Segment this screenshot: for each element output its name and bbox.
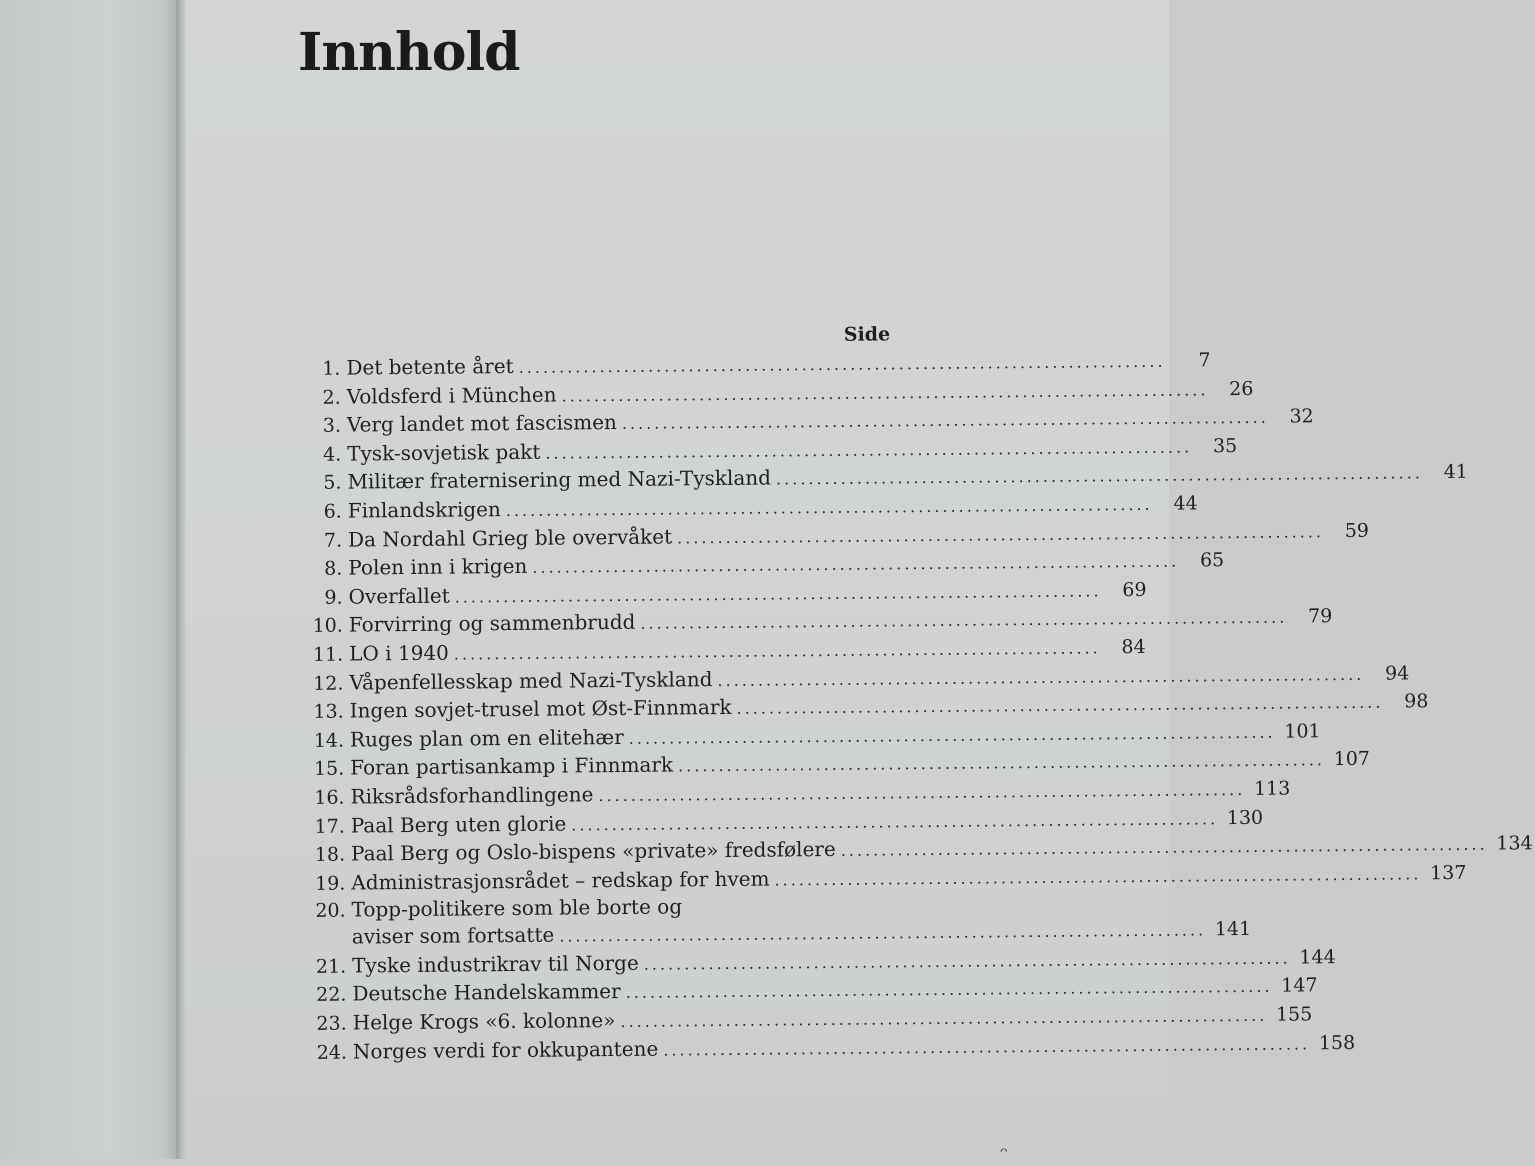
- entry-number: 22.: [308, 981, 352, 1010]
- toc-entry: [304, 548, 904, 582]
- entry-page-number: 79: [1292, 602, 1332, 631]
- dot-leader: ................................................................................: [626, 973, 1273, 1008]
- toc-entry: [308, 946, 908, 980]
- entry-title: Ingen sovjet-trusel mot Øst-Finnmark: [350, 693, 732, 725]
- entry-number: 19.: [307, 869, 351, 898]
- entry-title: Helge Krogs «6. kolonne»: [353, 1006, 616, 1037]
- entry-title: Det betente året: [346, 352, 514, 382]
- entry-page-number: 144: [1295, 943, 1335, 972]
- dot-leader: ................................................................................: [841, 831, 1488, 866]
- toc-entry: [303, 405, 903, 439]
- entry-title: Norges verdi for okkupantene: [353, 1034, 659, 1066]
- dot-leader: ................................................................................: [622, 404, 1269, 439]
- entry-title: Tysk-sovjetisk pakt: [347, 437, 540, 467]
- entry-title-continued: aviser som fortsatte: [352, 921, 555, 952]
- entry-number: 17.: [307, 812, 351, 841]
- entry-number: 21.: [308, 952, 352, 981]
- entry-title: Voldsferd i München: [347, 380, 557, 411]
- entry-title: Verg landet mot fascismen: [347, 408, 617, 439]
- entry-title: Tyske industrikrav til Norge: [352, 949, 639, 980]
- entry-title: Våpenfellesskap med Nazi-Tyskland: [349, 665, 712, 697]
- toc-entry: [308, 975, 908, 1009]
- dot-leader: ................................................................................: [506, 491, 1153, 526]
- toc-entry: [304, 520, 904, 554]
- entry-number: 3.: [303, 412, 347, 441]
- toc-entry: [305, 663, 905, 697]
- entry-title: Administrasjonsrådet – redskap for hvem: [351, 864, 769, 897]
- entry-title: Deutsche Handelskammer: [352, 977, 621, 1008]
- entry-number: 12.: [305, 669, 349, 698]
- left-page: [0, 0, 178, 1159]
- dot-leader: ................................................................................: [455, 577, 1102, 612]
- entry-page-number: 59: [1329, 516, 1369, 545]
- toc-entry: [307, 834, 907, 868]
- toc-entry: [305, 634, 905, 668]
- toc-entry: [306, 720, 906, 754]
- entry-title: Topp-politikere som ble borte og: [351, 894, 682, 923]
- entry-number: 6.: [304, 498, 348, 527]
- entry-number: 7.: [304, 526, 348, 555]
- dot-leader: ................................................................................: [736, 689, 1383, 724]
- entry-number: 8.: [304, 555, 348, 584]
- page-column-header: Side: [302, 320, 902, 354]
- dot-leader: ................................................................................: [644, 944, 1291, 979]
- entry-page-number: 35: [1197, 432, 1237, 461]
- toc-entry: [305, 606, 905, 640]
- dot-leader: ................................................................................: [571, 805, 1218, 840]
- entry-title: Foran partisankamp i Finnmark: [350, 751, 673, 783]
- entry-title: Forvirring og sammenbrudd: [349, 608, 636, 639]
- entry-number: 5.: [303, 469, 347, 498]
- dot-leader: ................................................................................: [776, 460, 1423, 495]
- entry-page-number: 141: [1211, 915, 1251, 944]
- entry-page-number: 98: [1388, 687, 1428, 716]
- entry-title: Paal Berg uten glorie: [351, 809, 567, 840]
- entry-page-number: 69: [1106, 576, 1146, 605]
- entry-page-number: 84: [1106, 633, 1146, 662]
- entry-number: 14.: [306, 726, 350, 755]
- dot-leader: ................................................................................: [629, 718, 1276, 753]
- dot-leader: ................................................................................: [717, 660, 1364, 695]
- entry-number: 24.: [309, 1038, 353, 1067]
- entry-page-number: 44: [1158, 489, 1198, 518]
- toc-entry: [309, 1003, 909, 1037]
- dot-leader: ................................................................................: [677, 518, 1324, 553]
- toc-entry-continuation: [308, 917, 908, 951]
- page-number-fragment: ᵔ: [1000, 1142, 1008, 1166]
- toc-entry: [303, 434, 903, 468]
- entry-page-number: 155: [1272, 1000, 1312, 1029]
- dot-leader: ................................................................................: [559, 917, 1206, 952]
- toc-entry: [302, 348, 902, 382]
- entry-page-number: 147: [1277, 972, 1317, 1001]
- entry-page-number: 113: [1250, 774, 1290, 803]
- entry-number: 18.: [307, 841, 351, 870]
- entry-number: 1.: [302, 355, 346, 384]
- entry-title: Militær fraternisering med Nazi-Tyskland: [347, 464, 771, 497]
- entry-page-number: 32: [1274, 402, 1314, 431]
- entry-page-number: 158: [1315, 1029, 1355, 1058]
- dot-leader: ................................................................................: [561, 376, 1208, 411]
- toc-entry: [304, 491, 904, 525]
- entry-number: 10.: [305, 612, 349, 641]
- entry-title: Riksrådsforhandlingene: [350, 780, 593, 811]
- entry-page-number: 130: [1223, 803, 1263, 832]
- entry-number: 16.: [306, 783, 350, 812]
- dot-leader: ................................................................................: [532, 548, 1179, 583]
- dot-leader: ................................................................................: [640, 604, 1287, 639]
- toc-entry: [306, 691, 906, 725]
- dot-leader: ................................................................................: [774, 860, 1421, 895]
- dot-leader: ................................................................................: [519, 348, 1166, 383]
- entry-title: LO i 1940: [349, 639, 449, 669]
- entry-title: Paal Berg og Oslo-bispens «private» fredsfølere: [351, 835, 836, 868]
- dot-leader: ................................................................................: [598, 776, 1245, 811]
- entry-title: Da Nordahl Grieg ble overvåket: [348, 522, 672, 554]
- entry-page-number: 7: [1170, 346, 1210, 375]
- entry-page-number: 107: [1330, 745, 1370, 774]
- entry-number: 13.: [306, 698, 350, 727]
- entry-page-number: 137: [1426, 859, 1466, 888]
- dot-leader: ................................................................................: [454, 634, 1101, 669]
- toc-entry: [306, 777, 906, 811]
- entry-page-number: 94: [1369, 659, 1409, 688]
- entry-page-number: 41: [1428, 458, 1468, 487]
- entry-title: Ruges plan om en elitehær: [350, 723, 624, 754]
- dot-leader: ................................................................................: [545, 433, 1192, 468]
- entry-number: 20.: [307, 898, 351, 924]
- entry-title: Finlandskrigen: [348, 495, 501, 525]
- entry-number: 23.: [309, 1010, 353, 1039]
- entry-number: 15.: [306, 755, 350, 784]
- dot-leader: ................................................................................: [620, 1002, 1267, 1037]
- toc-entry: [306, 749, 906, 783]
- toc-entries: [302, 348, 909, 1066]
- toc-entry: [309, 1032, 909, 1066]
- table-of-contents: [302, 320, 909, 1066]
- dot-leader: ................................................................................: [678, 747, 1325, 782]
- entry-number: 9.: [304, 583, 348, 612]
- entry-title: Overfallet: [348, 581, 449, 611]
- toc-entry: [307, 863, 907, 897]
- book-gutter: [176, 0, 186, 1159]
- entry-number: 11.: [305, 641, 349, 670]
- entry-page-number: 65: [1184, 546, 1224, 575]
- entry-page-number: 101: [1280, 717, 1320, 746]
- toc-entry: [303, 377, 903, 411]
- dot-leader: ................................................................................: [663, 1030, 1310, 1065]
- entry-number: 2.: [303, 383, 347, 412]
- entry-title: Polen inn i krigen: [348, 552, 527, 582]
- toc-entry: [304, 577, 904, 611]
- entry-page-number: 134: [1492, 829, 1532, 858]
- page-title: Innhold: [298, 22, 520, 83]
- entry-page-number: 26: [1213, 374, 1253, 403]
- toc-entry: [303, 463, 903, 497]
- entry-number: 4.: [303, 440, 347, 469]
